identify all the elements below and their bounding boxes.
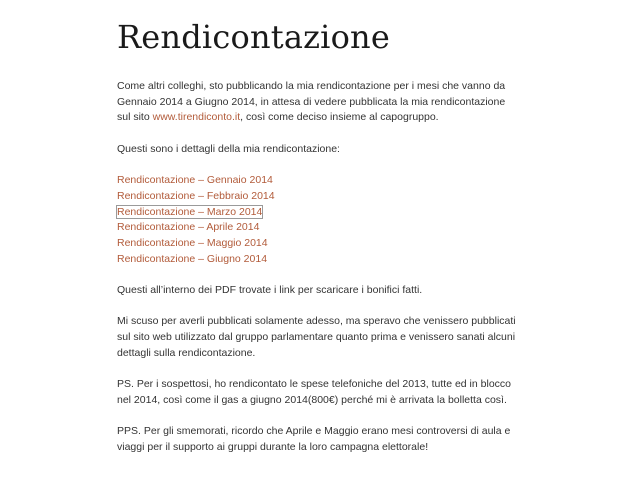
report-link-giugno[interactable]: Rendicontazione – Giugno 2014	[117, 252, 268, 265]
intro-text-after: , così come deciso insieme al capogruppo.	[240, 111, 439, 124]
list-item	[117, 205, 517, 221]
report-link-gennaio[interactable]: Rendicontazione – Gennaio 2014	[117, 174, 273, 187]
pps-paragraph: PPS. Per gli smemorati, ricordo che Aprile e Maggio erano mesi controversi di aula e viaggi per il supporto ai gruppi durante la loro campagna elettorale!	[117, 425, 511, 454]
article-body	[117, 79, 517, 471]
intro-paragraph	[117, 79, 517, 126]
list-item	[117, 173, 517, 189]
apology-paragraph: Mi scuso per averli pubblicati solamente adesso, ma speravo che venissero pubblicati sul sito web utilizzato dal gruppo parlamentare quanto prima e venissero sanati alcuni dettagli sulla rendicontazione.	[117, 315, 516, 359]
list-item	[117, 220, 517, 236]
report-link-febbraio[interactable]: Rendicontazione – Febbraio 2014	[117, 189, 275, 202]
intro-text-before: Come altri colleghi, sto pubblicando la mia rendicontazione per i mesi che vanno da Gennaio 2014 a Giugno 2014, in attesa di vedere pubblicata la mia rendicontazione sul sito	[117, 80, 506, 124]
ps-paragraph: PS. Per i sospettosi, ho rendicontato le spese telefoniche del 2013, tutte ed in blocco nel 2014, così come il gas a giugno 2014(800€) perché mi è arrivata la bolletta così.	[117, 378, 512, 406]
list-item	[117, 189, 517, 205]
page-title: Rendicontazione	[117, 18, 390, 56]
report-link-maggio[interactable]: Rendicontazione – Maggio 2014	[117, 237, 268, 249]
pdf-note-paragraph: Questi all’interno dei PDF trovate i link per scaricare i bonifici fatti.	[117, 284, 423, 297]
report-link-aprile[interactable]: Rendicontazione – Aprile 2014	[117, 221, 260, 234]
list-item	[117, 252, 517, 268]
report-link-marzo[interactable]: Rendicontazione – Marzo 2014	[117, 205, 263, 218]
list-item	[117, 236, 517, 252]
details-heading: Questi sono i dettagli della mia rendicontazione:	[117, 142, 340, 155]
tirendiconto-link[interactable]: www.tirendiconto.it	[152, 111, 241, 124]
report-link-list	[117, 173, 517, 267]
